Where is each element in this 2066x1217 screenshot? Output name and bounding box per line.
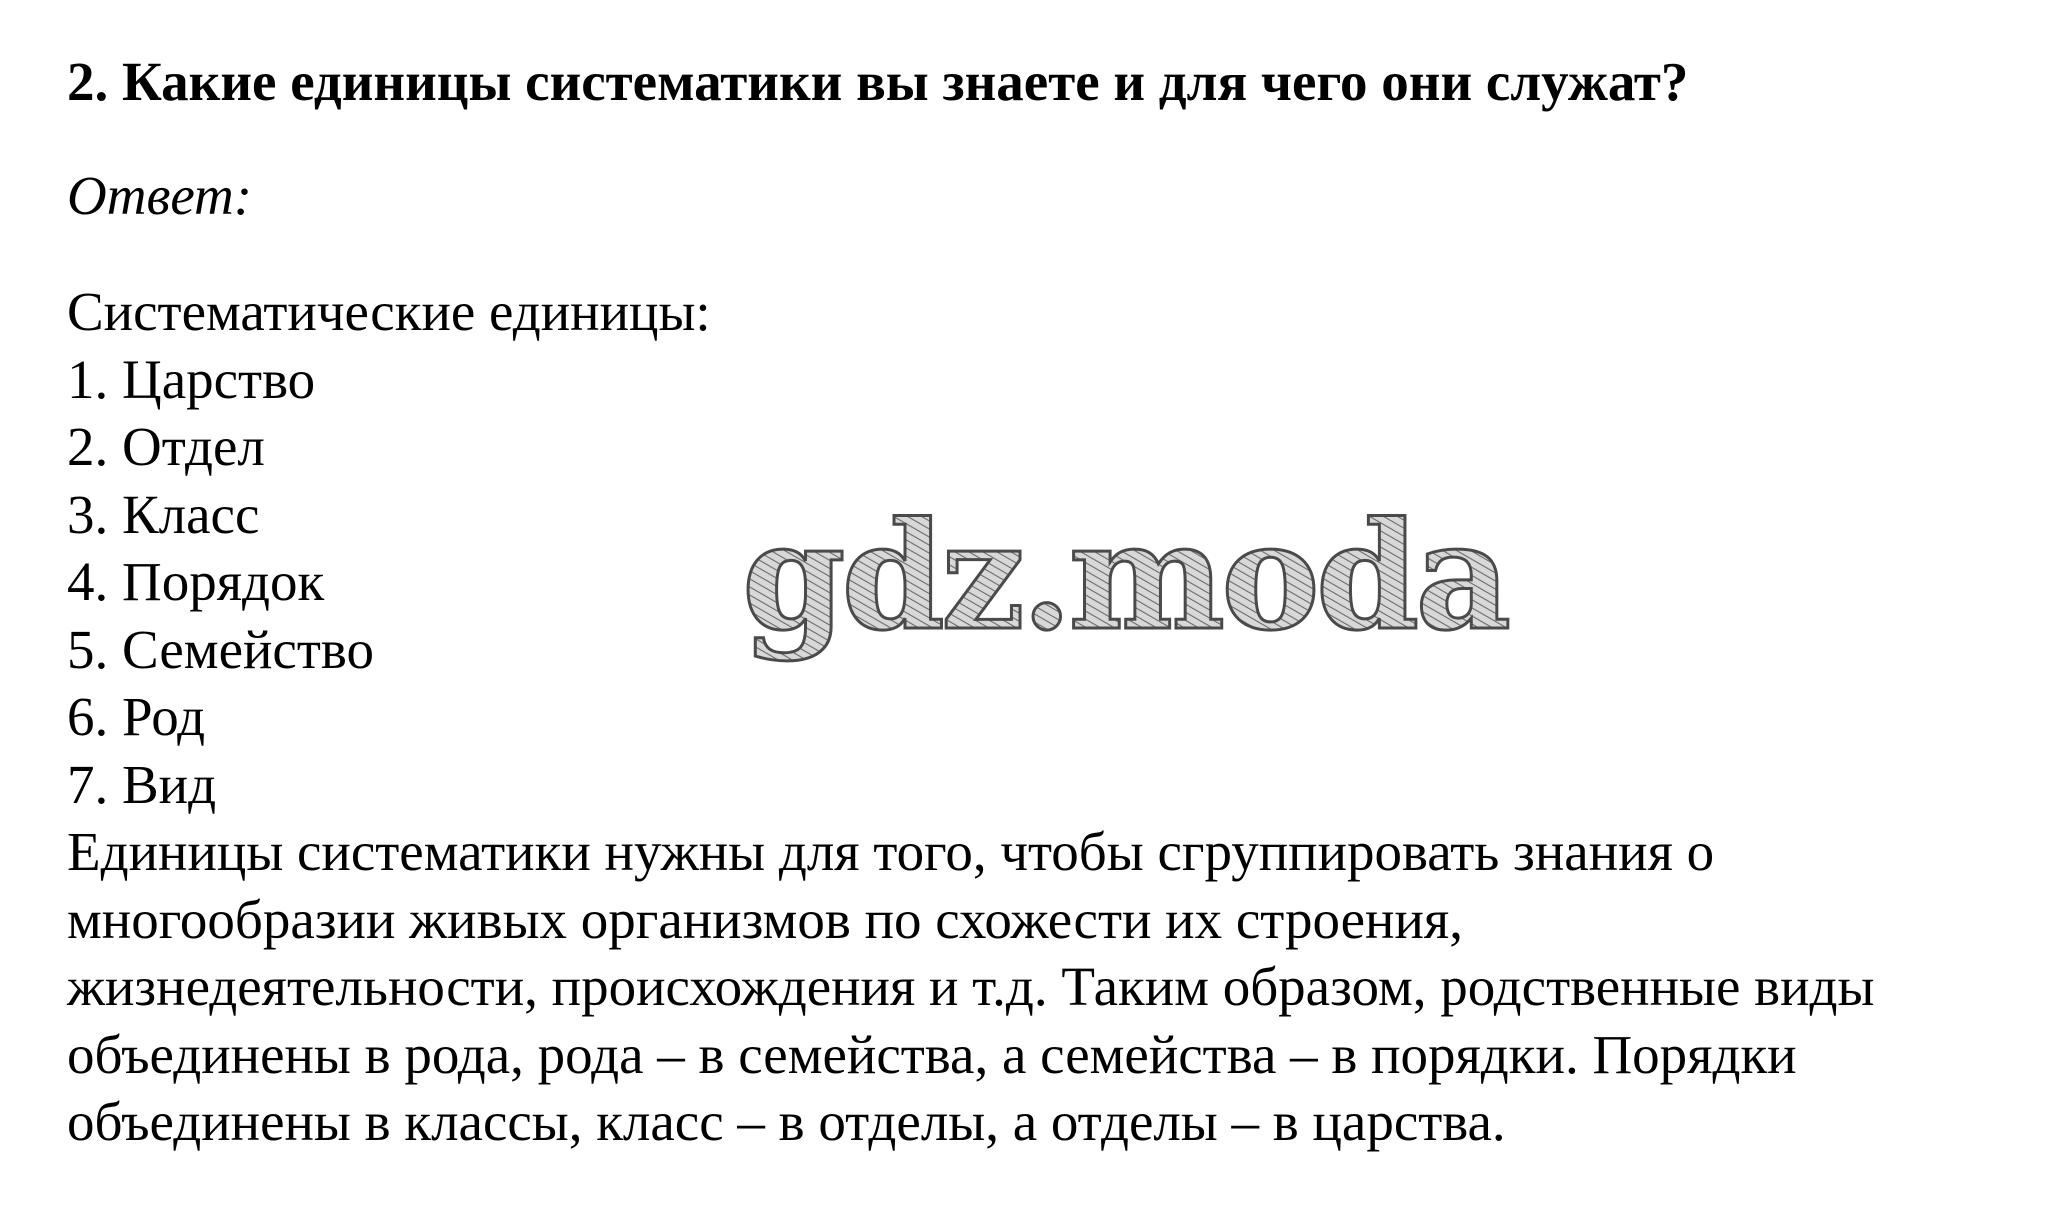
watermark-text: gdz.moda: [742, 489, 1508, 663]
watermark-logo: [738, 489, 1508, 670]
explanation-line: Единицы систематики нужны для того, чтобы сгруппировать знания о: [67, 821, 1715, 882]
list-item: 6. Род: [67, 686, 206, 747]
list-item: 2. Отдел: [67, 416, 265, 477]
list-item: 3. Класс: [67, 483, 260, 545]
list-item: 4. Порядок: [67, 551, 325, 612]
units-intro: Систематические единицы:: [67, 281, 711, 342]
explanation-line: объединены в рода, рода – в семейства, а семейства – в порядки. Порядки: [67, 1023, 1797, 1085]
explanation-line: многообразии живых организмов по схожести их строения,: [67, 888, 1463, 950]
question-heading: 2. Какие единицы систематики вы знаете и для чего они служат?: [67, 51, 1689, 112]
answer-label: Ответ:: [67, 165, 253, 226]
explanation-line: жизнедеятельности, происхождения и т.д. Таким образом, родственные виды: [67, 956, 1875, 1017]
list-item: 5. Семейство: [67, 618, 374, 680]
list-item: 7. Вид: [67, 753, 217, 815]
list-item: 1. Царство: [67, 348, 316, 410]
explanation-line: объединены в классы, класс – в отделы, а отделы – в царства.: [67, 1091, 1506, 1152]
answer-body: [67, 278, 2057, 1156]
explanation-paragraph: [67, 818, 2057, 1156]
